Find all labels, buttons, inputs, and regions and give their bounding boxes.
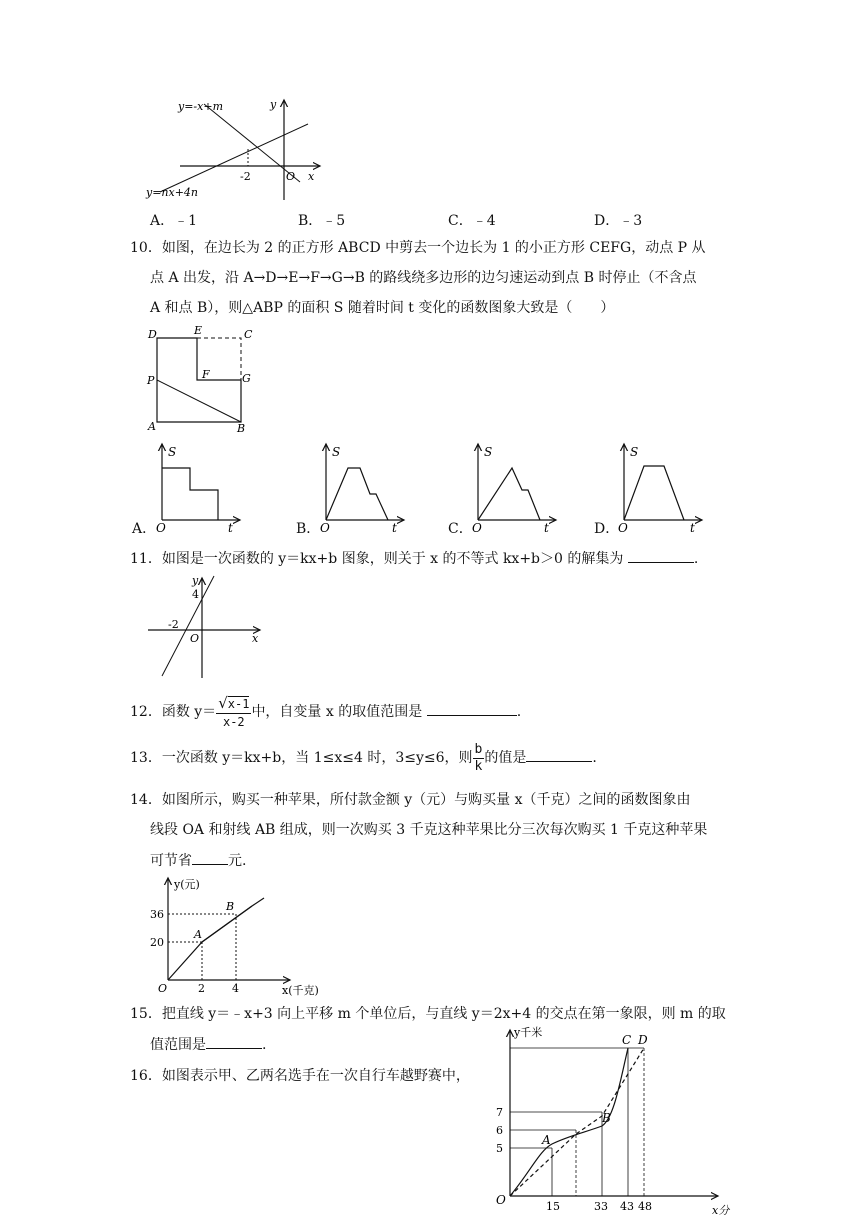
q10-option-b-graph: [314, 438, 414, 534]
q14-line1: 14．如图所示，购买一种苹果，所付款金额 y（元）与购买量 x（千克）之间的函数图象由: [130, 792, 691, 808]
q16-point-a: A: [542, 1133, 551, 1147]
q10-label-p: P: [147, 374, 155, 387]
q10-option-a-graph: [150, 438, 250, 534]
q13-end: .: [592, 750, 597, 766]
q12-denominator: x-2: [222, 714, 245, 729]
q9-option-c: C．﹣4: [448, 213, 496, 229]
q14-graph: [140, 870, 360, 998]
q16-y-tick-7: 7: [496, 1106, 503, 1119]
q10-label-g: G: [242, 372, 251, 385]
q14-line2: 线段 OA 和射线 AB 组成，则一次购买 3 千克这种苹果比分三次每次购买 1 千克这种苹果: [150, 822, 708, 838]
q10-label-d: D: [148, 328, 157, 341]
q13-denominator: k: [474, 758, 483, 774]
q9-line2-label: y=nx+4n: [146, 186, 199, 199]
q15-line2: [150, 1034, 266, 1055]
q9-origin: O: [286, 170, 296, 183]
q16-x-tick-15: 15: [546, 1200, 560, 1213]
q14-x-tick-2: 2: [198, 982, 205, 995]
q12-fraction: [216, 695, 251, 730]
q16-y-tick-6: 6: [496, 1124, 503, 1137]
q14-answer-blank[interactable]: [192, 850, 228, 865]
q14-x-tick-4: 4: [232, 982, 239, 995]
q10-c-o: O: [472, 521, 482, 534]
q12-text-after: 中，自变量 x 的取值范围是: [251, 704, 423, 720]
q9-graph: [140, 92, 340, 204]
q10-line2: 点 A 出发，沿 A→D→E→F→G→B 的路线绕多边形的边匀速运动到点 B 时停止（不含点: [150, 270, 697, 286]
q11-answer-blank[interactable]: [628, 548, 694, 563]
q13-fraction: [473, 742, 485, 775]
q10-label-b: B: [237, 422, 246, 434]
q11-origin: O: [190, 632, 200, 645]
q10-c-s: S: [484, 445, 493, 459]
q14-x-label: x(千克): [282, 984, 319, 997]
q10-d-t: t: [690, 521, 695, 534]
q9-x-tick: -2: [240, 170, 251, 183]
q12-end: .: [516, 704, 522, 720]
q16-point-d: D: [638, 1033, 648, 1047]
q14-point-a: A: [194, 928, 202, 941]
q16-point-c: C: [622, 1033, 632, 1047]
q14-y-label: y(元): [174, 878, 200, 891]
q11-graph: [140, 572, 270, 682]
q12-text: 12．函数 y＝: [130, 704, 217, 720]
q10-label-c: C: [244, 328, 253, 341]
q10-option-d: D．: [594, 521, 620, 537]
q10-c-t: t: [544, 521, 549, 534]
q10-option-d-graph: [612, 438, 712, 534]
q11-end: .: [693, 551, 699, 567]
q11-text: 11．如图是一次函数的 y＝kx+b 图象，则关于 x 的不等式 kx+b＞0 的解集为: [130, 551, 624, 567]
q16-x-tick-43: 43: [620, 1200, 634, 1213]
q9-x-label: x: [308, 170, 315, 183]
q10-option-b: B．: [296, 521, 321, 537]
q14-y-tick-20: 20: [150, 936, 164, 949]
q14-line3: [150, 850, 246, 871]
q12-numerator: √x-1: [218, 693, 250, 712]
q9-y-label: y: [270, 98, 277, 111]
q14-y-tick-36: 36: [150, 908, 164, 921]
q10-line3: A 和点 B），则△ABP 的面积 S 随着时间 t 变化的函数图象大致是（ ）: [150, 300, 615, 316]
q11-y-label: y: [192, 574, 199, 587]
q13-text: 13．一次函数 y＝kx+b，当 1≤x≤4 时，3≤y≤6，则: [130, 750, 473, 766]
q10-option-a: A．: [132, 521, 157, 537]
q10-label-f: F: [202, 368, 210, 381]
q13-question: [130, 740, 597, 776]
q10-option-c-graph: [466, 438, 566, 534]
q16-x-tick-48: 48: [638, 1200, 652, 1213]
q12-answer-blank[interactable]: [427, 701, 517, 716]
q11-y-tick: 4: [192, 588, 199, 601]
q16-x-tick-33: 33: [594, 1200, 608, 1213]
q13-numerator: b: [474, 741, 483, 757]
q14-origin: O: [158, 982, 168, 995]
q11-x-label: x: [252, 632, 259, 645]
q12-question: [130, 694, 521, 730]
q16-graph: [490, 1022, 740, 1216]
q9-line1-label: y=-x+m: [178, 100, 223, 113]
q13-text-after: 的值是: [484, 750, 527, 766]
q10-b-o: O: [320, 521, 330, 534]
q15-line1: 15．把直线 y＝﹣x+3 向上平移 m 个单位后，与直线 y＝2x+4 的交点在第一象限，则 m 的取: [130, 1006, 726, 1022]
q9-option-b: B．﹣5: [298, 213, 346, 229]
q10-option-c: C．: [448, 521, 473, 537]
q16-origin: O: [496, 1193, 506, 1207]
q12-numerator-text: x-1: [227, 696, 250, 711]
q10-b-s: S: [332, 445, 341, 459]
q14-line3-end: 元.: [228, 853, 247, 869]
q16-line1: 16．如图表示甲、乙两名选手在一次自行车越野赛中，: [130, 1068, 470, 1084]
q9-option-a: A．﹣1: [150, 213, 198, 229]
q10-a-o: O: [156, 521, 166, 534]
q16-x-label: x分: [712, 1204, 730, 1216]
q15-line2-end: .: [262, 1037, 267, 1053]
q15-line2-text: 值范围是: [150, 1037, 206, 1053]
q10-figure: [140, 322, 260, 434]
q11-x-tick: -2: [168, 618, 179, 631]
q9-option-d: D．﹣3: [594, 213, 643, 229]
q10-a-t: t: [228, 521, 233, 534]
q14-line3-text: 可节省: [150, 853, 192, 869]
q15-answer-blank[interactable]: [206, 1034, 262, 1049]
q10-a-s: S: [168, 445, 177, 459]
q14-point-b: B: [226, 900, 235, 913]
q16-y-tick-5: 5: [496, 1142, 503, 1155]
q10-label-a: A: [148, 420, 156, 433]
q10-line1: 10．如图，在边长为 2 的正方形 ABCD 中剪去一个边长为 1 的小正方形 CEFG，动点 P 从: [130, 240, 706, 256]
q10-d-o: O: [618, 521, 628, 534]
q16-point-b: B: [602, 1111, 611, 1125]
q11-question: [130, 548, 698, 569]
q10-d-s: S: [630, 445, 639, 459]
q16-y-label: y千米: [514, 1026, 543, 1039]
q13-answer-blank[interactable]: [526, 747, 592, 762]
q10-b-t: t: [392, 521, 397, 534]
q10-label-e: E: [194, 324, 203, 337]
